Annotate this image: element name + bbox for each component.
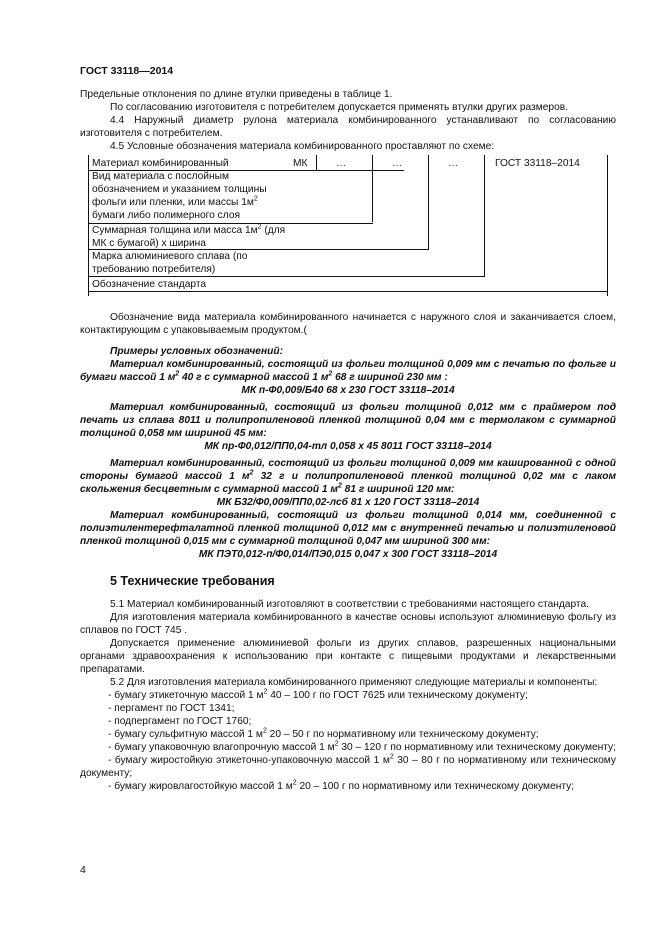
- list-item: - бумагу упаковочную влагопрочную массой 1 $м^2$ 30 – 120 г по нормативному или техническому документу;: [108, 740, 616, 753]
- list-item: - бумагу сульфитную массой 1 $м^2$ 20 – 50 г по нормативному или техническому документу;: [108, 727, 539, 740]
- designation-scheme: [80, 155, 616, 311]
- scheme-vline: [428, 155, 429, 249]
- scheme-line: [88, 291, 608, 292]
- page-number: 4: [80, 864, 86, 876]
- scheme-vline: [372, 155, 373, 222]
- example-code: МК п-Ф0,009/Б40 68 х 230 ГОСТ 33118–2014: [241, 385, 455, 396]
- scheme-vline: [484, 155, 485, 276]
- scheme-dots: …: [448, 158, 459, 169]
- example-code: МК пр-Ф0,012/ПП0,04-тл 0,058 х 45 8011 ГОСТ 33118–2014: [204, 441, 492, 452]
- scheme-row-thickness: Суммарная толщина или масса $1м^2$ (для МК с бумагой) х ширина: [92, 223, 286, 249]
- list-item: - подпергамент по ГОСТ 1760;: [108, 716, 252, 727]
- scheme-vline: [607, 155, 608, 296]
- paragraph: 4.4 Наружный диаметр рулона материала комбинированного устанавливают по согласованию изготовителя с потребителем.: [80, 115, 616, 139]
- example-text: Материал комбинированный, состоящий из фольги толщиной 0,009 мм с печатью по фольге и бумаги массой 1 $м^2$ 40 г с суммарной массой 1 $м^2$ 68 г шириной 230 мм :: [80, 359, 616, 383]
- scheme-dots: …: [336, 158, 347, 169]
- scheme-row-standard: Обозначение стандарта: [92, 279, 207, 290]
- example-text: Материал комбинированный, состоящий из фольги толщиной 0,014 мм, соединенной с полиэтилентерефталатной пленкой толщиной 0,012 мм с внутренней печатью и полиэтиленовой пленкой толщиной 0,015 мм с суммарной толщиной 0,047 мм шириной 300 мм:: [80, 510, 616, 547]
- example-text: Материал комбинированный, состоящий из фольги толщиной 0,009 мм кашированной с одной стороны бумагой массой 1 $м^2$ 32 г и полипропиленовой пленкой толщиной 0,02 мм с лаком скольжения бесцветным с суммарной массой 1 $м^2$ 81 г шириной 120 мм:: [80, 458, 617, 495]
- paragraph: 5.1 Материал комбинированный изготовляют в соответствии с требованиями настоящего стандарта.: [110, 599, 589, 610]
- scheme-mk: МК: [293, 158, 308, 169]
- list-item: - пергамент по ГОСТ 1341;: [108, 703, 235, 714]
- page-content: [80, 88, 616, 793]
- paragraph: Для изготовления материала комбинированного в качестве основы используют алюминиевую фольгу из сплавов по ГОСТ 745 .: [80, 612, 616, 636]
- scheme-line: [88, 276, 485, 277]
- scheme-row-alloy: Марка алюминиевого сплава (по требованию потребителя): [92, 251, 248, 275]
- paragraph: 4.5 Условные обозначения материала комбинированного проставляют по схеме:: [110, 141, 495, 152]
- scheme-gost: ГОСТ 33118–2014: [495, 158, 580, 169]
- page-header: ГОСТ 33118—2014: [80, 65, 174, 77]
- list-item: - бумагу жиростойкую этикеточно-упаковочную массой 1 $м^2$ 30 – 80 г по нормативному или техническому документу;: [80, 753, 616, 779]
- examples-title: Примеры условных обозначений:: [110, 346, 283, 357]
- section-title: 5 Технические требования: [110, 574, 275, 588]
- scheme-dots: …: [392, 158, 403, 169]
- scheme-vline: [88, 155, 89, 296]
- list-item: - бумагу этикеточную массой 1 $м^2$ 40 – 100 г по ГОСТ 7625 или техническому документу;: [108, 688, 528, 701]
- paragraph: Допускается применение алюминиевой фольги из других сплавов, разрешенных национальными органами здравоохранения к использованию при контакте с пищевыми продуктами и лекарственными препаратами.: [80, 638, 616, 675]
- example-code: МК Б32/Ф0,009/ПП0,02-лсб 81 х 120 ГОСТ 33118–2014: [216, 497, 480, 508]
- paragraph: Обозначение вида материала комбинированного начинается с наружного слоя и заканчивается слоем, контактирующим с упаковываемым продуктом.(: [80, 312, 616, 336]
- paragraph: 5.2 Для изготовления материала комбинированного применяют следующие материалы и компоненты:: [110, 677, 598, 688]
- scheme-vline: [316, 155, 317, 171]
- paragraph: Предельные отклонения по длине втулки приведены в таблице 1.: [80, 89, 393, 100]
- scheme-row-material: Материал комбинированный: [92, 158, 229, 169]
- list-item: - бумагу жировлагостойкую массой 1 $м^2$ 20 – 100 г по нормативному или техническому документу;: [108, 779, 575, 792]
- example-code: МК ПЭТ0,012-п/Ф0,014/ПЭ0,015 0,047 х 300 ГОСТ 33118–2014: [198, 549, 498, 560]
- paragraph: По согласованию изготовителя с потребителем допускается применять втулки других размеров.: [110, 102, 568, 113]
- scheme-row-layers: Вид материала с послойным обозначением и указанием толщины фольги или пленки, или массы $1м^2$ бумаги либо полимерного слоя: [92, 171, 267, 221]
- example-text: Материал комбинированный, состоящий из фольги толщиной 0,012 мм с праймером под печать из сплава 8011 и полипропиленовой пленкой толщиной 0,04 мм с термолаком с суммарной толщиной 0,058 мм шириной 45 мм:: [80, 402, 616, 439]
